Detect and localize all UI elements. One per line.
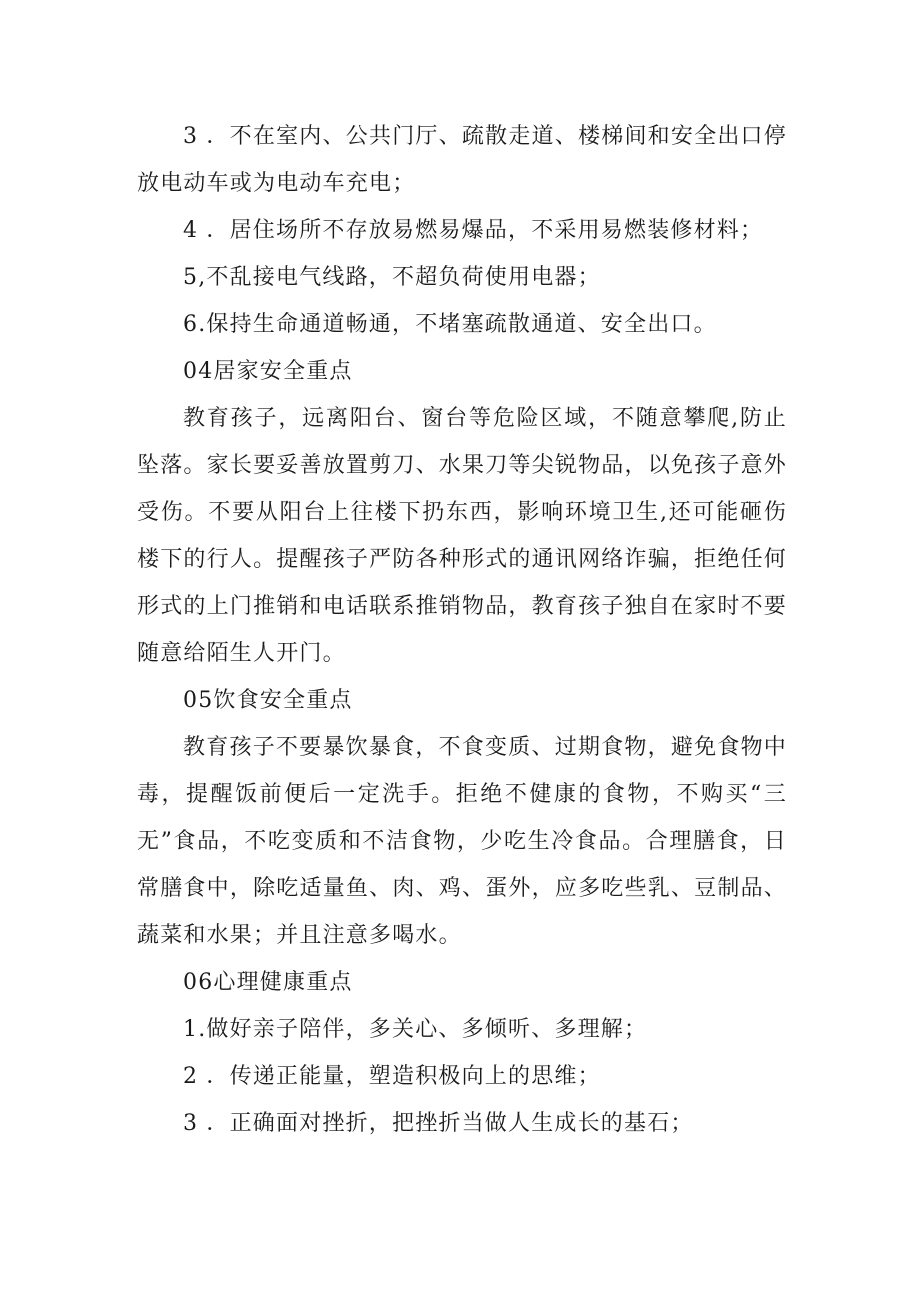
mental-item-1: 1.做好亲子陪伴，多关心、多倾听、多理解； <box>183 1017 648 1042</box>
section-heading-05: 05饮食安全重点 <box>183 688 353 713</box>
section-heading-04: 04居家安全重点 <box>183 359 353 384</box>
home-safety-paragraph: 教育孩子，远离阳台、窗台等危险区域，不随意攀爬,防止坠落。家长要妥善放置剪刀、水果刀等尖锐物品，以免孩子意外受伤。不要从阳台上往楼下扔东西，影响环境卫生,还可能砸伤楼下的行人。提醒孩子严防各种形式的通讯网络诈骗，拒绝任何形式的上门推销和电话联系推销物品，教育孩子独自在家时不要随意给陌生人开门。 <box>137 406 787 666</box>
section-heading-06: 06心理健康重点 <box>183 970 353 995</box>
item-4-flammables: 4 ．居住场所不存放易燃易爆品，不采用易燃装修材料； <box>183 218 764 243</box>
food-safety-paragraph: 教育孩子不要暴饮暴食，不食变质、过期食物，避免食物中毒，提醒饭前便后一定洗手。拒绝不健康的食物，不购买“三无”食品，不吃变质和不洁食物，少吃生冷食品。合理膳食，日常膳食中，除吃适量鱼、肉、鸡、蛋外，应多吃些乳、豆制品、蔬菜和水果；并且注意多喝水。 <box>137 735 787 948</box>
item-5-wiring: 5,不乱接电气线路，不超负荷使用电器； <box>183 265 601 290</box>
mental-item-3: 3 ．正确面对挫折，把挫折当做人生成长的基石； <box>183 1111 694 1136</box>
mental-item-2: 2 ．传递正能量，塑造积极向上的思维； <box>183 1064 601 1089</box>
document-body <box>137 113 787 1147</box>
item-6-exits: 6.保持生命通道畅通，不堵塞疏散通道、安全出口。 <box>183 312 717 337</box>
item-3-ebike: 3 ．不在室内、公共门厅、疏散走道、楼梯间和安全出口停放电动车或为电动车充电； <box>137 124 787 196</box>
